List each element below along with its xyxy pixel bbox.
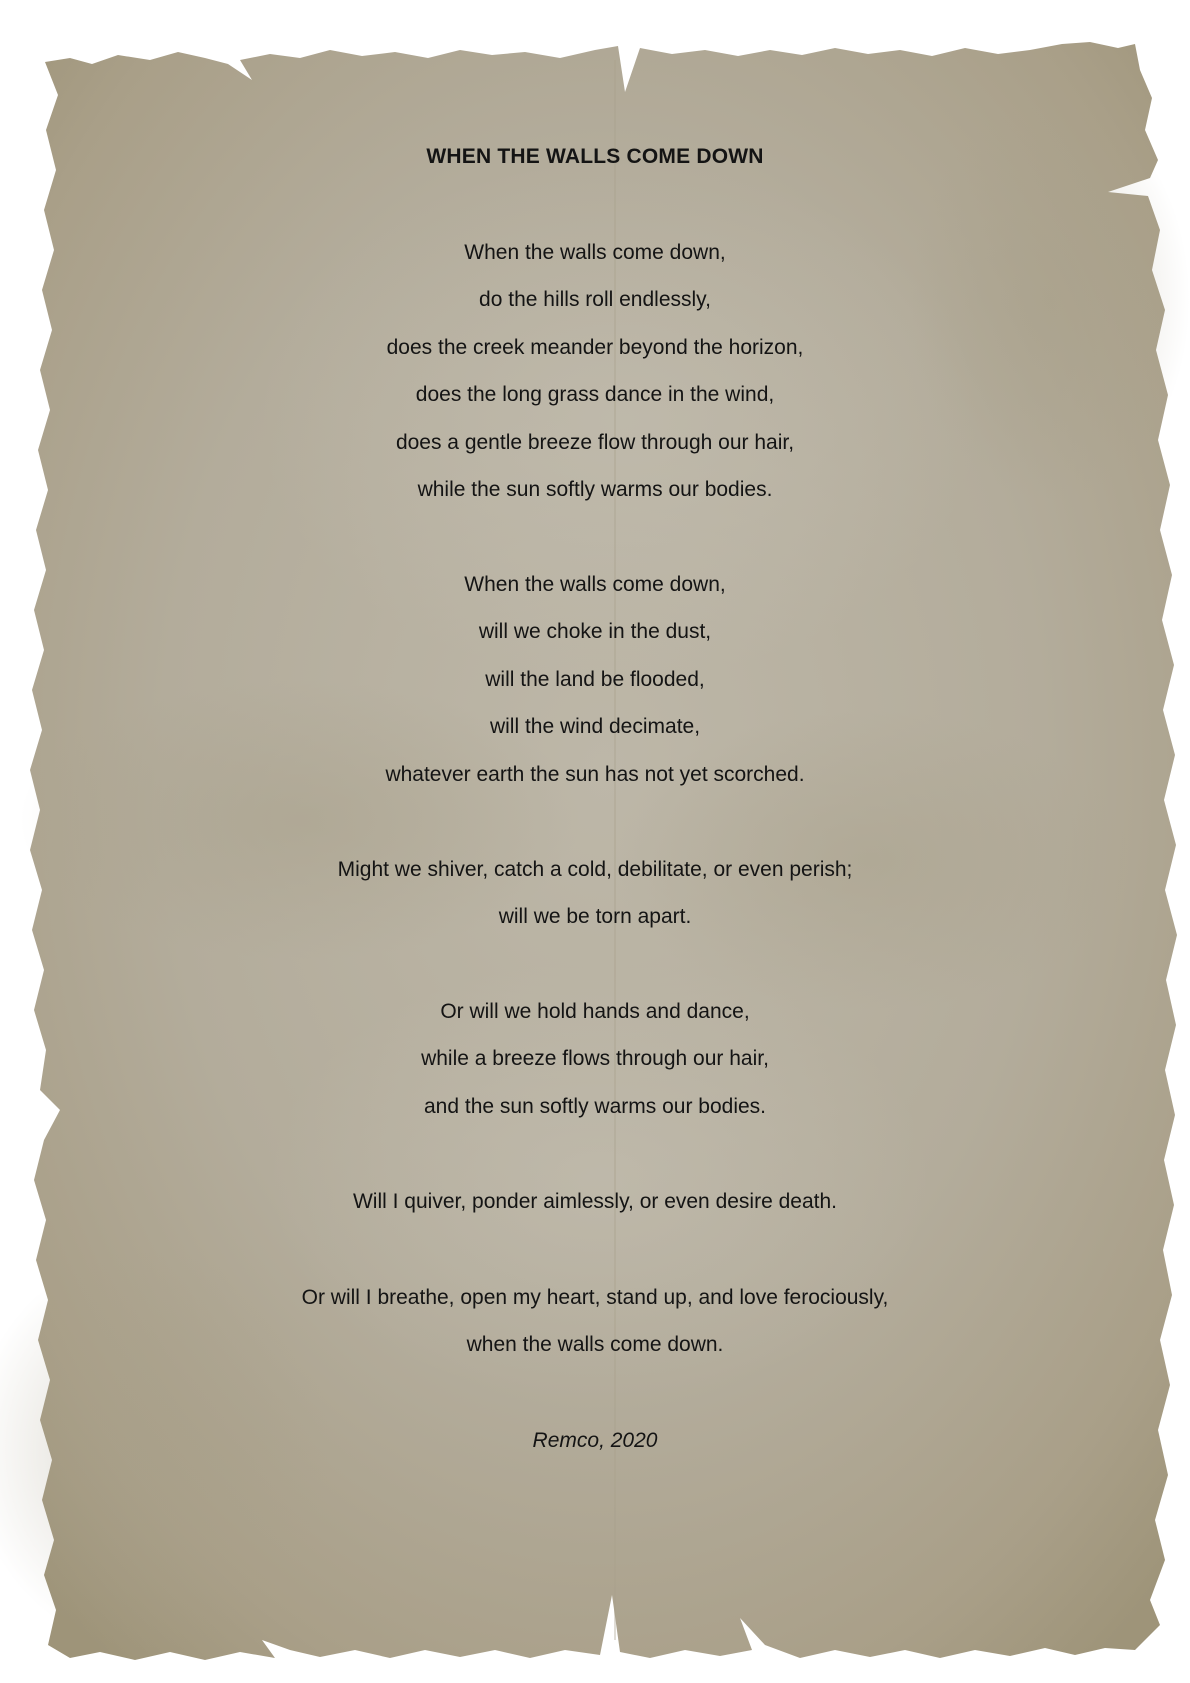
poem-line: will the land be flooded,: [485, 668, 705, 691]
poem-line: will we choke in the dust,: [478, 620, 712, 643]
poem-line: does the creek meander beyond the horizon,: [386, 336, 804, 359]
poem-line: will the wind decimate,: [489, 715, 701, 738]
poem-line: will we be torn apart.: [498, 905, 692, 928]
poem-line: does a gentle breeze flow through our hair,: [395, 431, 795, 454]
poem-line: Or will we hold hands and dance,: [440, 1000, 750, 1023]
poem-line: while a breeze flows through our hair,: [421, 1047, 769, 1070]
poem-line: Or will I breathe, open my heart, stand up, and love ferociously,: [301, 1286, 889, 1309]
poem-line: When the walls come down,: [464, 573, 726, 596]
poem-line: does the long grass dance in the wind,: [415, 383, 775, 406]
poem-line: when the walls come down.: [466, 1333, 724, 1356]
poem-signature: Remco, 2020: [532, 1429, 658, 1452]
poem-line: while the sun softly warms our bodies.: [417, 478, 773, 501]
poem-line: whatever earth the sun has not yet scorched.: [385, 763, 805, 786]
poem-line: When the walls come down,: [464, 241, 726, 264]
poem-line: do the hills roll endlessly,: [479, 288, 711, 311]
poem-line: Might we shiver, catch a cold, debilitate, or even perish;: [337, 858, 853, 881]
poem-line: Will I quiver, ponder aimlessly, or even desire death.: [352, 1190, 837, 1213]
poem-title: WHEN THE WALLS COME DOWN: [426, 145, 764, 168]
poem-line: and the sun softly warms our bodies.: [423, 1095, 766, 1118]
